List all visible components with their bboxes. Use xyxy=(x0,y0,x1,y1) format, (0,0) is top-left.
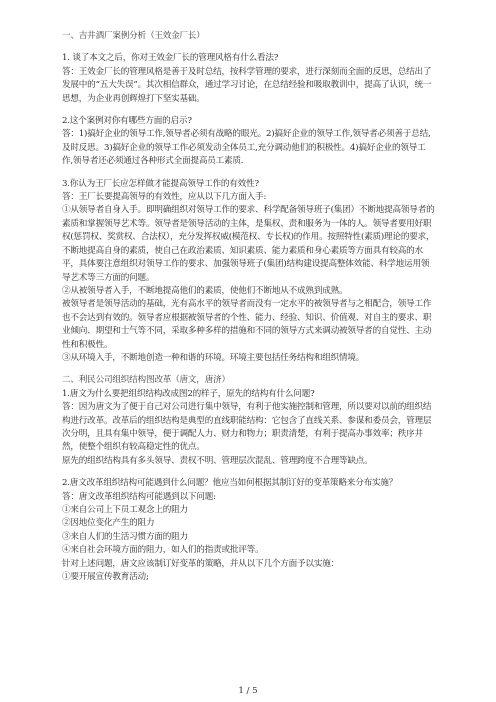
answer-point: ④来自社会环境方面的阻力，如人们的指责或批评等。 xyxy=(62,545,264,556)
question-text: 3.你认为王厂长应怎样做才能提高领导工作的有效性? xyxy=(62,178,259,189)
answer-text: 答：因为唐文为了便于自己对公司进行集中领导，有利于他实施控制和管理，所以要对以前的组织结构进行改革。改革后的组织结构是典型的直线职能结构：它包含了直线关系、参谋和委员会，管理层次分明，且具有集中领导，便于调配人力、财力和物力；职责清楚，有利于提高办事效率；秩序井然，使整个组织有较高稳定性的优点。 xyxy=(62,402,432,453)
answer-text: 针对上述问题，唐文应该制订好变革的策略，并从以下几个方面予以实施： xyxy=(62,558,339,569)
answer-point: ③从环境入手，不断地创造一种和谐的环境。环境主要包括任务结构和组织情境。 xyxy=(62,352,365,363)
question-text: 2.唐文改革组织结构可能遇到什么问题？他应当如何根据其制订好的变革策略来分布实施？ xyxy=(62,478,398,489)
question-text: 1.唐文为什么要把组织结构改成图2的样子，原先的结构有什么问题? xyxy=(62,388,315,399)
spacer xyxy=(62,106,436,115)
page-number: 1 / 5 xyxy=(238,686,258,696)
answer-point: ②从被领导者入手，不断地提高他们的素质，使他们不断地从不成熟到成熟。 xyxy=(62,285,348,296)
section-title: 二、利民公司组织结构图改革（唐文，唐济） xyxy=(62,375,230,386)
answer-point: 被领导者是领导活动的基础，光有高水平的领导者而没有一定水平的被领导者与之相配合，领导工作也不会达到有效的。领导者应根据被领导者的个性、能力、经验、知识、价值观、对自主的要求、职业倾向、期望和士气等不同，采取多种多样的措施和不同的领导方式来调动被领导者的自觉性、主动性和积极性。 xyxy=(62,299,432,350)
answer-text: 答：王效金厂长的管理风格是善于及时总结，按科学管理的要求，进行深刻而全面的反思，总结出了发展中的“五大失误”。其次相信群众，通过学习讨论，在总结经验和吸取教训中，提高了认识，统一思想，为企业再创辉煌打下坚实基础。 xyxy=(62,66,432,104)
spacer xyxy=(62,468,436,477)
section-title: 一、吉井酒厂案例分析（王效金厂长） xyxy=(62,31,205,41)
answer-intro: 答：唐文改革组织结构可能遇到以下问题: xyxy=(62,491,216,502)
answer-text: 原先的组织结构具有多头领导、责权不明、管理层次混乱、管理跨度不合理等缺点。 xyxy=(62,455,373,466)
question-text: 1. 谈了本文之后，你对王效金厂长的管理风格有什么看法? xyxy=(62,53,279,64)
spacer xyxy=(62,43,436,52)
answer-intro: 答：王厂长要提高领导的有效性，应从以下几方面入手: xyxy=(62,192,267,203)
answer-text: 答：1)搞好企业的领导工作,领导者必须有战略的眼光。2)搞好企业的领导工作,领导者必须善于总结,及时反思。3)搞好企业的领导工作必须发动全体员工,充分调动他们的积极性。4)搞好企业的领导工作,领导者还必须通过各种形式全面提高员工素质. xyxy=(62,129,431,167)
question-text: 2.这个案例对你有哪些方面的启示? xyxy=(62,116,192,127)
answer-point: ①从领导者自身入手。即明确组织对领导工作的要求、科学配备领导班子(集团）不断地提高领导者的素质和掌握领导艺术等。领导者是领导活动的主体，是集权、责和服务为一体的人。领导者要用好职权(惩罚权、奖赏权、合法权），充分发挥权威(模范权、专长权)的作用。按照特性(素质)理论的要求，不断地提高自身的素质，使自己在政治素质、知识素质、能力素质和身心素质等方面具有较高的水平，具体要注意组织对领导工作的要求、加强领导班子(集团)结构建设提高整体效能、科学地运用领导艺术等三方面的问题。 xyxy=(62,205,435,283)
spacer xyxy=(62,169,436,178)
answer-point: ①要开展宣传教育活动; xyxy=(62,572,149,583)
answer-point: ②因地位变化产生的阻力 xyxy=(62,518,155,529)
answer-point: ③来自人们的生活习惯方面的阻力 xyxy=(62,531,188,542)
document-page xyxy=(62,30,436,584)
answer-point: ①来自公司上下员工观念上的阻力 xyxy=(62,505,188,515)
spacer xyxy=(62,365,436,374)
